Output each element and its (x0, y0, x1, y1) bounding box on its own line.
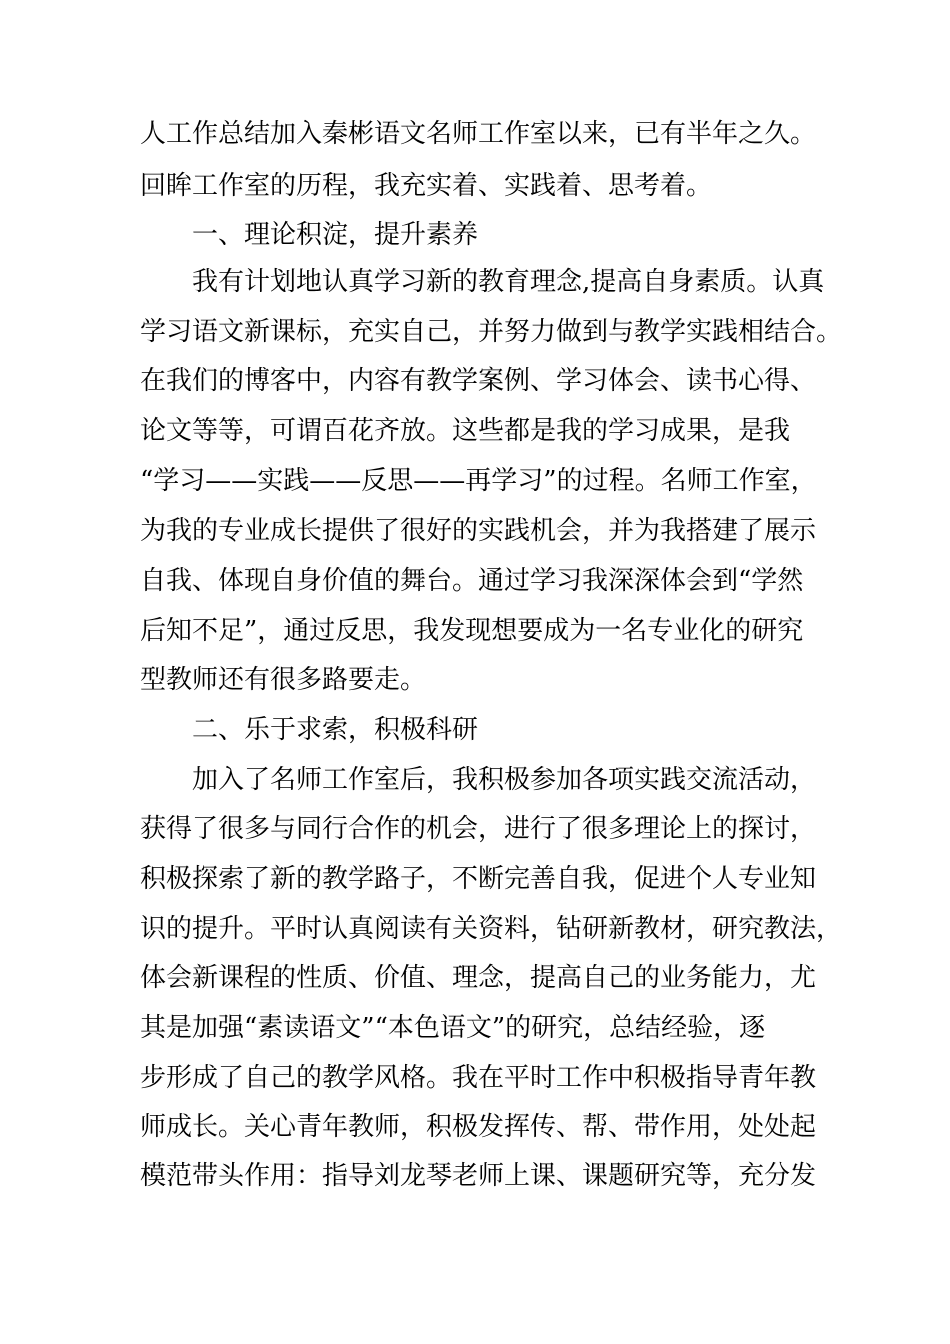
text-line: 后知不足”，通过反思，我发现想要成为一名专业化的研究 (140, 616, 804, 646)
text-line: 体会新课程的性质、价值、理念，提高自己的业务能力，尤 (140, 963, 817, 993)
text-line: 步形成了自己的教学风格。我在平时工作中积极指导青年教 (140, 1063, 817, 1093)
section-heading: 一、理论积淀，提升素养 (192, 220, 479, 250)
text-line: 模范带头作用：指导刘龙琴老师上课、课题研究等，充分发 (140, 1161, 817, 1191)
section-heading: 二、乐于求索，积极科研 (192, 715, 479, 745)
text-line: 回眸工作室的历程，我充实着、实践着、思考着。 (140, 171, 713, 201)
text-line: 论文等等，可谓百花齐放。这些都是我的学习成果，是我 (140, 416, 791, 446)
text-line: 积极探索了新的教学路子，不断完善自我，促进个人专业知 (140, 864, 817, 894)
text-line: 加入了名师工作室后，我积极参加各项实践交流活动， (192, 765, 817, 795)
text-line: 其是加强“素读语文”“本色语文”的研究，总结经验，逐 (140, 1013, 766, 1043)
text-line: 获得了很多与同行合作的机会，进行了很多理论上的探讨， (140, 814, 817, 844)
text-line: 自我、体现自身价值的舞台。通过学习我深深体会到“学然 (140, 566, 804, 596)
text-line: “学习——实践——反思——再学习”的过程。名师工作室， (140, 466, 817, 496)
text-line: 人工作总结加入秦彬语文名师工作室以来，已有半年之久。 (140, 119, 817, 149)
text-line: 师成长。关心青年教师，积极发挥传、帮、带作用，处处起 (140, 1112, 817, 1142)
text-line: 为我的专业成长提供了很好的实践机会，并为我搭建了展示 (140, 516, 817, 546)
text-line: 在我们的博客中，内容有教学案例、学习体会、读书心得、 (140, 366, 817, 396)
text-line: 型教师还有很多路要走。 (140, 665, 427, 695)
text-line: 我有计划地认真学习新的教育理念,提高自身素质。认真 (192, 267, 825, 297)
text-line: 学习语文新课标，充实自己，并努力做到与教学实践相结合。 (140, 317, 843, 347)
text-line: 识的提升。平时认真阅读有关资料，钻研新教材，研究教法， (140, 914, 843, 944)
